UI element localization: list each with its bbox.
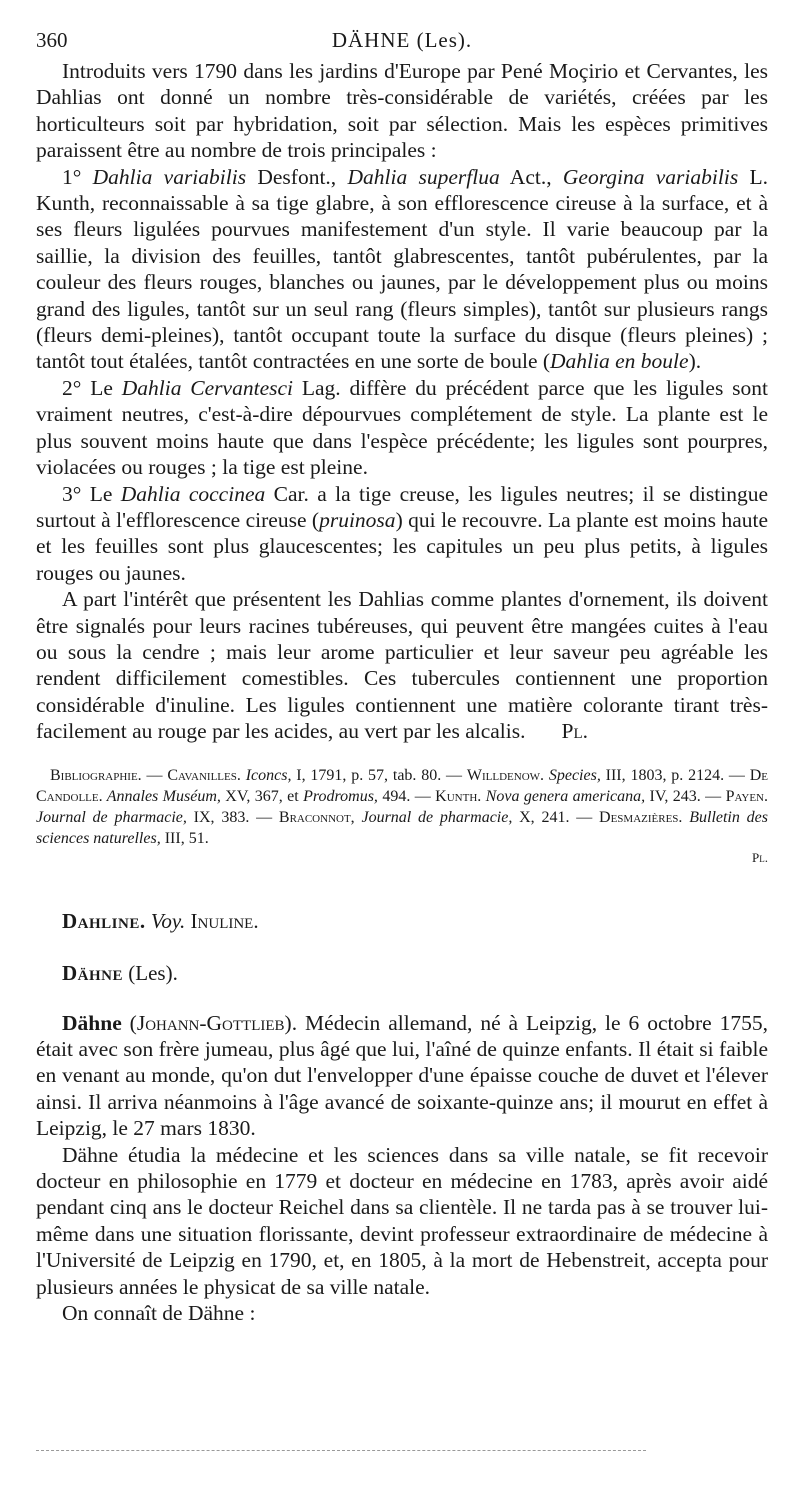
bib-text: 494. — xyxy=(377,787,436,805)
species-2-paragraph xyxy=(36,375,768,481)
dahne-entry xyxy=(36,960,768,986)
species-3-number: 3° xyxy=(62,481,82,506)
bibliography xyxy=(36,765,768,849)
species-1-name: Dahlia variabilis xyxy=(92,164,247,189)
bib-text: — xyxy=(141,766,168,784)
species-1-description: L. Kunth, reconnaissable à sa tige glabre, à son efflorescence cireuse à la surface, et à ses fleurs ligulées pourvues manifestement d'un style. Il varie beaucoup par la saillie, la division des feuilles, tantôt glabrescentes, tantôt pubérulentes, par la couleur des fleurs rouges, blanches ou jaunes, par le développement plus ou moins grand des ligules, tantôt sur un seul rang (fleurs simples), tantôt sur plusieurs rangs (fleurs demi-pleines), tantôt occupant toute la surface du disque (fleurs pleines) ; tantôt tout étalées, tantôt contractées en une sorte de boule ( xyxy=(36,164,768,374)
dahne-headword-rest: (Les). xyxy=(123,960,178,985)
dahline-voy: Voy. xyxy=(150,908,186,933)
dahline-cross-reference[interactable]: Inuline. xyxy=(190,908,259,933)
bib-work: Iconcs, xyxy=(240,766,292,784)
species-2-description: Lag. diffère du précédent parce que les ligules sont vraiment neutres, c'est-à-dire dépourvues complétement de style. La plante est le plus souvent moins haute que dans l'espèce précédente; les ligules sont pourpres, violacées ou rouges ; la tige est pleine. xyxy=(36,375,768,480)
bio-given-names: Johann-Gottlieb xyxy=(136,1010,285,1035)
species-3-description-end: ) qui le recouvre. La plante est moins haute et les feuilles sont plus glaucescentes; les capitules un peu plus petits, à ligules rouges ou jaunes. xyxy=(36,507,768,585)
bib-author: Payen. xyxy=(725,787,769,805)
species-1-author: Desfont., xyxy=(246,164,348,189)
species-1-synonym-1-author: Act., xyxy=(499,164,563,189)
species-2-number: 2° xyxy=(62,375,82,400)
bib-text: I, 1791, p. 57, tab. 80. — xyxy=(291,766,467,784)
dahline-entry xyxy=(36,908,768,934)
bib-author: Kunth. xyxy=(435,787,482,805)
dahlia-uses-paragraph xyxy=(36,586,768,744)
species-1-paragraph xyxy=(36,164,768,375)
bio-paragraph-3: On connaît de Dähne : xyxy=(62,1301,256,1326)
bib-author: Desmazières. xyxy=(599,808,683,826)
dahline-headword: Dahline. xyxy=(62,908,146,933)
page xyxy=(36,28,768,1326)
bib-author: Willdenow. xyxy=(466,766,545,784)
species-1-end: ). xyxy=(688,349,702,374)
bibliography-signature: Pl. xyxy=(752,849,768,865)
bibliography-label: Bibliographie. xyxy=(50,766,142,784)
bio-text-1: Médecin allemand, né à Leipzig, le 6 octobre 1755, était avec son frère jumeau, plus âgé que lui, l'aîné de quinze enfants. Il était si faible en venant au monde, qu'on dut l'envelopper d'une épaisse couche de duvet et l'élever ainsi. Il arriva néanmoins à l'âge avancé de soixante-quinze ans; il mourut en effet à Leipzig, le 27 mars 1830. xyxy=(36,1010,768,1141)
bib-text: III, 51. xyxy=(160,829,209,847)
page-number: 360 xyxy=(36,28,68,52)
species-2-name: Dahlia Cervantesci xyxy=(121,375,293,400)
bib-work: Nova genera americana, xyxy=(481,787,646,805)
bib-author: De Candolle. xyxy=(36,766,769,805)
bib-author: Cavanilles. xyxy=(167,766,241,784)
bib-work: Journal de pharmacie, xyxy=(354,808,513,826)
species-3-description: Car. a la tige creuse, les ligules neutres; il se distingue surtout à l'efflorescence cireuse ( xyxy=(36,481,768,532)
dahlia-intro-paragraph xyxy=(36,58,768,164)
running-title: DÄHNE (Les). xyxy=(331,28,473,52)
species-1-synonym-1: Dahlia superflua xyxy=(347,164,500,189)
species-2-article: Le xyxy=(81,375,122,400)
bio-paragraph-2: Dähne étudia la médecine et les sciences dans sa ville natale, se fit recevoir docteur en philosophie en 1779 et docteur en médecine en 1783, après avoir aidé pendant cinq ans le docteur Reichel dans sa clientèle. Il ne tarda pas à se trouver lui-même dans une situation florissante, devint professeur extraordinaire de médecine à l'Université de Leipzig en 1790, et, en 1805, à la mort de Hebenstreit, accepta pour plusieurs années le physicat de sa ville natale. xyxy=(36,1142,768,1299)
bib-text: III, 1803, p. 2124. — xyxy=(600,766,750,784)
bio-paren-open: ( xyxy=(121,1010,137,1035)
species-3-paragraph xyxy=(36,481,768,587)
bio-paren-close: ). xyxy=(284,1010,298,1035)
dahlia-uses-text: A part l'intérêt que présentent les Dahlias comme plantes d'ornement, ils doivent être signalés pour leurs racines tubéreuses, qui peuvent être mangées cuites à l'eau ou sous la cendre ; mais leur arome particulier et leur saveur peu agréable les rendent difficilement comestibles. Ces tubercules contiennent une proportion considérable d'inuline. Les ligules contiennent une matière colorante tirant très-facilement au rouge par les acides, au vert par les alcalis. xyxy=(36,587,768,744)
species-3-article: Le xyxy=(81,481,121,506)
dahlia-intro-text: Introduits vers 1790 dans les jardins d'Europe par Pené Moçirio et Cervantes, les Dahlias ont donné un nombre très-considérable de variétés, créées par les horticulteurs soit par hybridation, soit par sélection. Mais les espèces primitives paraissent être au nombre de trois principales : xyxy=(36,59,768,163)
bib-text: IX, 383. — xyxy=(186,808,279,826)
bib-work: Bulletin des sciences naturelles, xyxy=(36,808,768,847)
bib-text: XV, 367, et xyxy=(220,787,304,805)
bib-work: Annales Muséum, xyxy=(102,787,221,805)
bib-work: Prodromus, xyxy=(303,787,378,805)
dahne-headword: Dähne xyxy=(62,960,124,985)
bib-text: X, 241. — xyxy=(512,808,600,826)
page-header xyxy=(36,28,768,58)
species-3-pruinosa: pruinosa xyxy=(319,507,396,532)
bio-name: Dähne xyxy=(62,1010,122,1035)
bio-paragraph-1 xyxy=(36,1010,768,1142)
dahlia-signature: Pl. xyxy=(561,719,588,744)
bib-text: IV, 243. — xyxy=(645,787,726,805)
footer-rule xyxy=(36,1450,646,1451)
bib-author: Braconnot, xyxy=(278,808,355,826)
bib-work: Journal de pharmacie, xyxy=(36,808,187,826)
species-3-name: Dahlia coccinea xyxy=(120,481,266,506)
bib-work: Species, xyxy=(544,766,601,784)
species-1-synonym-2: Georgina variabilis xyxy=(562,164,739,189)
species-1-boule: Dahlia en boule xyxy=(550,349,689,374)
species-1-number: 1° xyxy=(62,164,82,189)
